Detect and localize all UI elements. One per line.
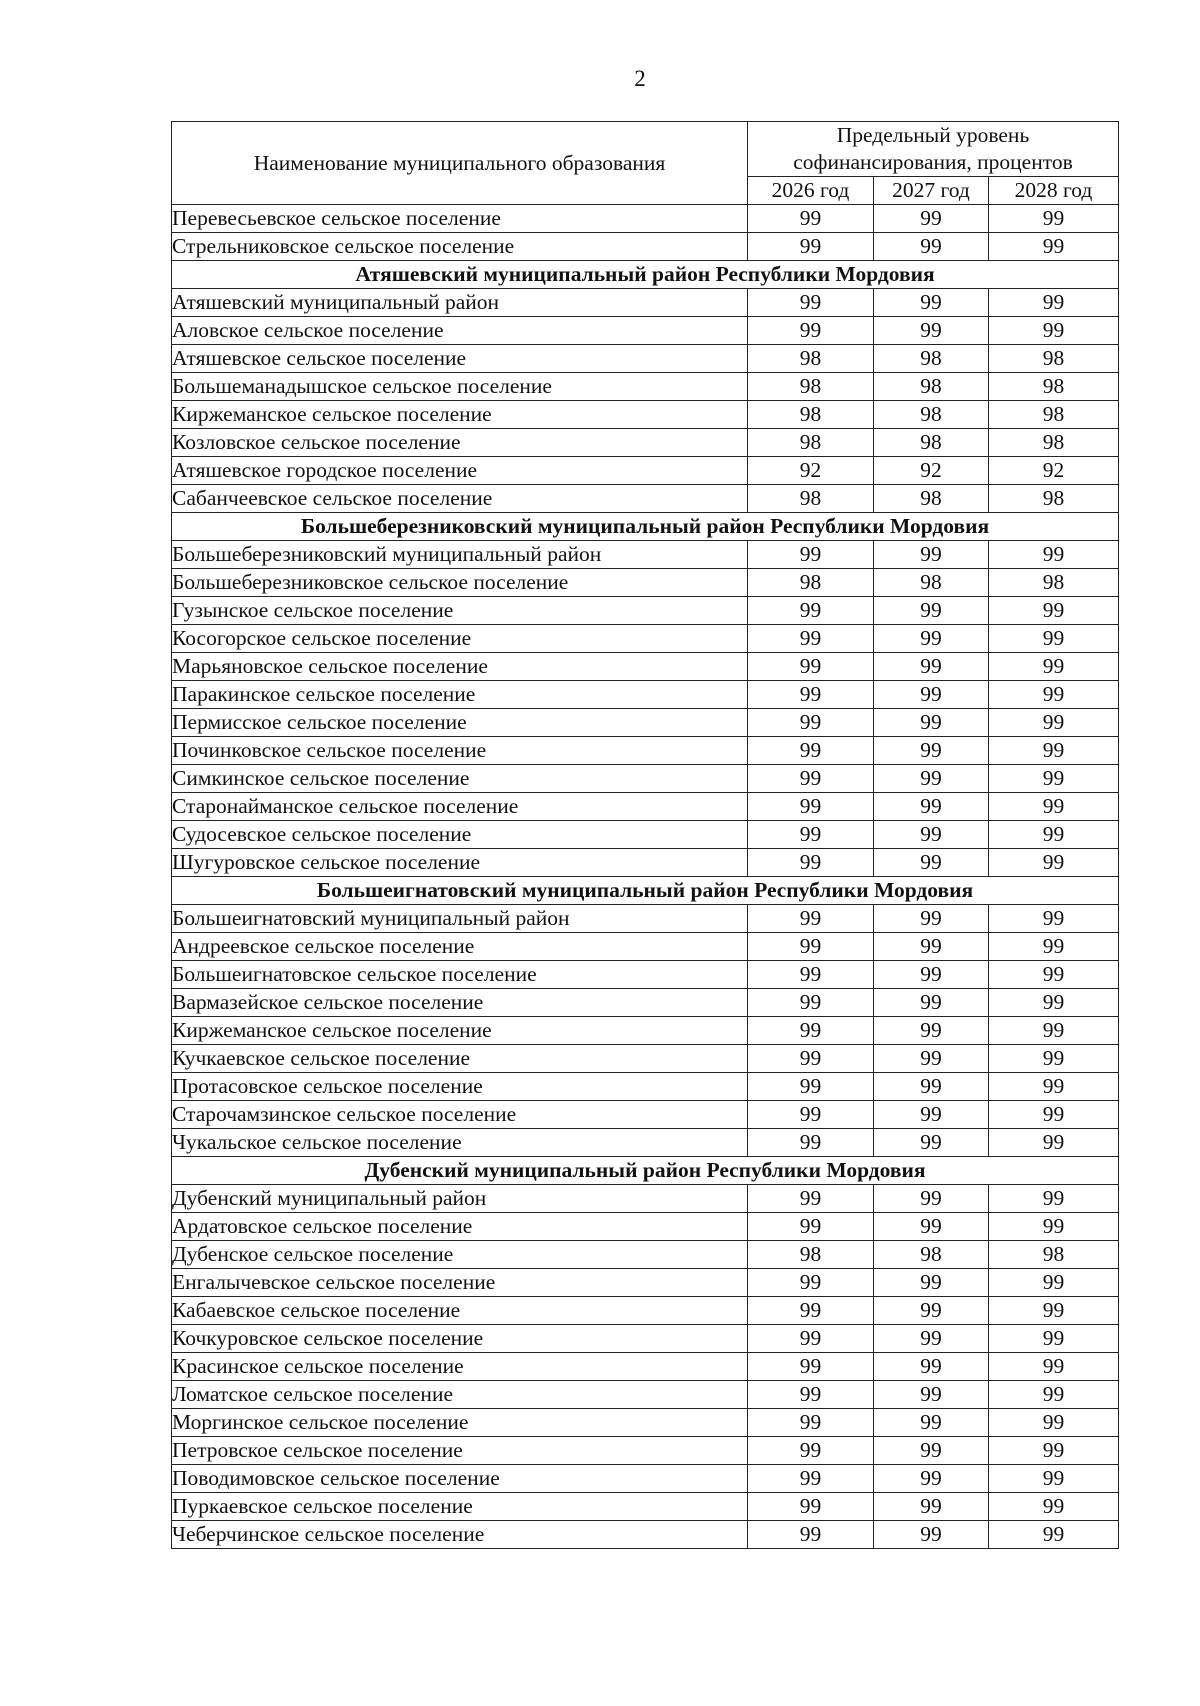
municipality-name: Перевесьевское сельское поселение	[172, 205, 748, 233]
value-2026: 99	[748, 793, 874, 821]
value-2026: 99	[748, 765, 874, 793]
value-2028: 99	[989, 1437, 1119, 1465]
table-row	[172, 597, 1119, 625]
table-row	[172, 709, 1119, 737]
value-2027: 99	[874, 1129, 989, 1157]
table-row	[172, 1493, 1119, 1521]
table-row	[172, 429, 1119, 457]
value-2028: 99	[989, 737, 1119, 765]
table-row	[172, 933, 1119, 961]
table-row	[172, 1409, 1119, 1437]
table-row	[172, 1185, 1119, 1213]
value-2027: 99	[874, 597, 989, 625]
value-2027: 99	[874, 1465, 989, 1493]
value-2026: 99	[748, 1297, 874, 1325]
value-2026: 99	[748, 709, 874, 737]
municipality-name: Киржеманское сельское поселение	[172, 401, 748, 429]
value-2026: 99	[748, 849, 874, 877]
value-2027: 99	[874, 1521, 989, 1549]
municipality-name: Аловское сельское поселение	[172, 317, 748, 345]
value-2028: 99	[989, 541, 1119, 569]
value-2028: 98	[989, 1241, 1119, 1269]
table-body	[172, 205, 1119, 1549]
header-year-2028: 2028 год	[989, 177, 1119, 205]
table-row	[172, 1129, 1119, 1157]
header-level-column: Предельный уровень софинансирования, процентов	[748, 122, 1119, 177]
table-row	[172, 1465, 1119, 1493]
value-2027: 99	[874, 905, 989, 933]
municipality-name: Атяшевский муниципальный район	[172, 289, 748, 317]
value-2026: 99	[748, 317, 874, 345]
cofinancing-table	[171, 121, 1119, 1549]
value-2028: 99	[989, 709, 1119, 737]
municipality-name: Ардатовское сельское поселение	[172, 1213, 748, 1241]
value-2027: 99	[874, 625, 989, 653]
value-2028: 99	[989, 989, 1119, 1017]
municipality-name: Сабанчеевское сельское поселение	[172, 485, 748, 513]
table-row	[172, 1101, 1119, 1129]
value-2027: 99	[874, 1185, 989, 1213]
value-2026: 99	[748, 681, 874, 709]
value-2027: 98	[874, 569, 989, 597]
value-2027: 99	[874, 1045, 989, 1073]
municipality-name: Марьяновское сельское поселение	[172, 653, 748, 681]
table-row	[172, 1381, 1119, 1409]
municipality-name: Старонайманское сельское поселение	[172, 793, 748, 821]
value-2028: 99	[989, 1325, 1119, 1353]
value-2028: 98	[989, 373, 1119, 401]
table-row	[172, 485, 1119, 513]
value-2026: 99	[748, 205, 874, 233]
table-row	[172, 205, 1119, 233]
value-2026: 98	[748, 1241, 874, 1269]
value-2026: 98	[748, 569, 874, 597]
table-row	[172, 345, 1119, 373]
municipality-name: Красинское сельское поселение	[172, 1353, 748, 1381]
value-2027: 99	[874, 1381, 989, 1409]
value-2027: 99	[874, 1353, 989, 1381]
value-2027: 99	[874, 233, 989, 261]
value-2027: 99	[874, 737, 989, 765]
value-2027: 92	[874, 457, 989, 485]
value-2028: 99	[989, 905, 1119, 933]
table-row	[172, 681, 1119, 709]
value-2026: 99	[748, 1381, 874, 1409]
table-row	[172, 625, 1119, 653]
value-2028: 99	[989, 1521, 1119, 1549]
municipality-name: Большеберезниковское сельское поселение	[172, 569, 748, 597]
district-title: Большеигнатовский муниципальный район Республики Мордовия	[172, 877, 1119, 905]
table-row	[172, 1325, 1119, 1353]
table-row	[172, 1437, 1119, 1465]
value-2028: 99	[989, 1073, 1119, 1101]
table-header	[172, 122, 1119, 205]
page-number: 2	[634, 66, 646, 91]
value-2027: 98	[874, 429, 989, 457]
table-row	[172, 401, 1119, 429]
value-2028: 99	[989, 849, 1119, 877]
value-2026: 99	[748, 1409, 874, 1437]
table-row	[172, 793, 1119, 821]
table-row	[172, 289, 1119, 317]
table-row	[172, 1297, 1119, 1325]
value-2028: 99	[989, 1493, 1119, 1521]
value-2027: 99	[874, 793, 989, 821]
value-2026: 99	[748, 1073, 874, 1101]
table-row	[172, 1269, 1119, 1297]
value-2026: 99	[748, 1493, 874, 1521]
value-2026: 99	[748, 1213, 874, 1241]
value-2026: 99	[748, 1465, 874, 1493]
municipality-name: Дубенское сельское поселение	[172, 1241, 748, 1269]
value-2027: 99	[874, 1213, 989, 1241]
value-2027: 99	[874, 1017, 989, 1045]
municipality-name: Кабаевское сельское поселение	[172, 1297, 748, 1325]
value-2027: 99	[874, 653, 989, 681]
table-row	[172, 457, 1119, 485]
value-2028: 99	[989, 289, 1119, 317]
district-title: Дубенский муниципальный район Республики Мордовия	[172, 1157, 1119, 1185]
municipality-name: Чукальское сельское поселение	[172, 1129, 748, 1157]
district-header-row	[172, 1157, 1119, 1185]
value-2027: 99	[874, 821, 989, 849]
value-2027: 99	[874, 541, 989, 569]
district-header-row	[172, 261, 1119, 289]
municipality-name: Енгалычевское сельское поселение	[172, 1269, 748, 1297]
value-2026: 99	[748, 1353, 874, 1381]
value-2028: 99	[989, 205, 1119, 233]
header-year-2027: 2027 год	[874, 177, 989, 205]
value-2026: 99	[748, 1325, 874, 1353]
table-row	[172, 1073, 1119, 1101]
municipality-name: Моргинское сельское поселение	[172, 1409, 748, 1437]
value-2027: 99	[874, 1409, 989, 1437]
value-2027: 98	[874, 1241, 989, 1269]
value-2028: 99	[989, 1381, 1119, 1409]
value-2026: 99	[748, 653, 874, 681]
table-row	[172, 317, 1119, 345]
table-row	[172, 737, 1119, 765]
value-2028: 99	[989, 1017, 1119, 1045]
value-2028: 98	[989, 569, 1119, 597]
table-row	[172, 653, 1119, 681]
value-2028: 98	[989, 429, 1119, 457]
municipality-name: Атяшевское сельское поселение	[172, 345, 748, 373]
value-2027: 99	[874, 765, 989, 793]
table-row	[172, 849, 1119, 877]
value-2026: 92	[748, 457, 874, 485]
municipality-name: Вармазейское сельское поселение	[172, 989, 748, 1017]
header-name-column: Наименование муниципального образования	[172, 122, 748, 205]
value-2028: 99	[989, 765, 1119, 793]
municipality-name: Гузынское сельское поселение	[172, 597, 748, 625]
value-2028: 99	[989, 625, 1119, 653]
value-2027: 99	[874, 961, 989, 989]
municipality-name: Чеберчинское сельское поселение	[172, 1521, 748, 1549]
table-row	[172, 989, 1119, 1017]
municipality-name: Кочкуровское сельское поселение	[172, 1325, 748, 1353]
municipality-name: Большеберезниковский муниципальный район	[172, 541, 748, 569]
value-2028: 99	[989, 317, 1119, 345]
table-row	[172, 1353, 1119, 1381]
value-2027: 99	[874, 1073, 989, 1101]
value-2026: 99	[748, 541, 874, 569]
table-row	[172, 1521, 1119, 1549]
table-row	[172, 765, 1119, 793]
value-2026: 99	[748, 961, 874, 989]
value-2027: 98	[874, 485, 989, 513]
value-2026: 99	[748, 1521, 874, 1549]
value-2027: 99	[874, 1493, 989, 1521]
value-2026: 98	[748, 429, 874, 457]
municipality-name: Ломатское сельское поселение	[172, 1381, 748, 1409]
value-2026: 99	[748, 737, 874, 765]
value-2027: 99	[874, 709, 989, 737]
value-2026: 99	[748, 1045, 874, 1073]
municipality-name: Паракинское сельское поселение	[172, 681, 748, 709]
municipality-name: Косогорское сельское поселение	[172, 625, 748, 653]
municipality-name: Атяшевское городское поселение	[172, 457, 748, 485]
value-2028: 99	[989, 1045, 1119, 1073]
value-2028: 98	[989, 345, 1119, 373]
table-row	[172, 233, 1119, 261]
municipality-name: Пермисское сельское поселение	[172, 709, 748, 737]
value-2026: 99	[748, 1017, 874, 1045]
value-2026: 99	[748, 1269, 874, 1297]
municipality-name: Андреевское сельское поселение	[172, 933, 748, 961]
value-2026: 99	[748, 933, 874, 961]
municipality-name: Кучкаевское сельское поселение	[172, 1045, 748, 1073]
value-2028: 99	[989, 1269, 1119, 1297]
table-row	[172, 1213, 1119, 1241]
value-2028: 98	[989, 401, 1119, 429]
value-2026: 99	[748, 905, 874, 933]
value-2026: 98	[748, 401, 874, 429]
value-2026: 99	[748, 989, 874, 1017]
value-2028: 99	[989, 821, 1119, 849]
municipality-name: Починковское сельское поселение	[172, 737, 748, 765]
value-2028: 99	[989, 233, 1119, 261]
table-row	[172, 821, 1119, 849]
value-2028: 99	[989, 1297, 1119, 1325]
value-2026: 98	[748, 345, 874, 373]
value-2027: 99	[874, 1269, 989, 1297]
value-2027: 99	[874, 933, 989, 961]
value-2027: 99	[874, 1297, 989, 1325]
district-title: Атяшевский муниципальный район Республики Мордовия	[172, 261, 1119, 289]
value-2028: 92	[989, 457, 1119, 485]
value-2027: 99	[874, 1437, 989, 1465]
municipality-name: Большеигнатовское сельское поселение	[172, 961, 748, 989]
municipality-name: Козловское сельское поселение	[172, 429, 748, 457]
municipality-name: Поводимовское сельское поселение	[172, 1465, 748, 1493]
municipality-name: Пуркаевское сельское поселение	[172, 1493, 748, 1521]
value-2027: 98	[874, 373, 989, 401]
value-2026: 98	[748, 373, 874, 401]
value-2028: 99	[989, 597, 1119, 625]
municipality-name: Большеигнатовский муниципальный район	[172, 905, 748, 933]
value-2028: 99	[989, 1465, 1119, 1493]
value-2027: 99	[874, 1101, 989, 1129]
value-2027: 99	[874, 849, 989, 877]
table-row	[172, 905, 1119, 933]
value-2028: 99	[989, 1213, 1119, 1241]
value-2027: 99	[874, 289, 989, 317]
value-2027: 99	[874, 205, 989, 233]
municipality-name: Шугуровское сельское поселение	[172, 849, 748, 877]
municipality-name: Стрельниковское сельское поселение	[172, 233, 748, 261]
value-2026: 99	[748, 1101, 874, 1129]
value-2026: 99	[748, 1185, 874, 1213]
table-row	[172, 1045, 1119, 1073]
value-2027: 98	[874, 345, 989, 373]
value-2026: 98	[748, 485, 874, 513]
value-2028: 99	[989, 793, 1119, 821]
value-2028: 99	[989, 653, 1119, 681]
table-row	[172, 961, 1119, 989]
value-2026: 99	[748, 233, 874, 261]
municipality-name: Судосевское сельское поселение	[172, 821, 748, 849]
value-2026: 99	[748, 289, 874, 317]
table-row	[172, 541, 1119, 569]
value-2028: 99	[989, 681, 1119, 709]
value-2028: 98	[989, 485, 1119, 513]
value-2026: 99	[748, 1437, 874, 1465]
table-row	[172, 373, 1119, 401]
value-2026: 99	[748, 597, 874, 625]
header-year-2026: 2026 год	[748, 177, 874, 205]
value-2028: 99	[989, 1353, 1119, 1381]
district-header-row	[172, 513, 1119, 541]
municipality-name: Большеманадышское сельское поселение	[172, 373, 748, 401]
value-2027: 99	[874, 989, 989, 1017]
municipality-name: Симкинское сельское поселение	[172, 765, 748, 793]
table-row	[172, 1017, 1119, 1045]
value-2026: 99	[748, 821, 874, 849]
district-header-row	[172, 877, 1119, 905]
value-2028: 99	[989, 1409, 1119, 1437]
value-2027: 98	[874, 401, 989, 429]
value-2027: 99	[874, 317, 989, 345]
value-2028: 99	[989, 1101, 1119, 1129]
municipality-name: Старочамзинское сельское поселение	[172, 1101, 748, 1129]
value-2028: 99	[989, 1185, 1119, 1213]
municipality-name: Дубенский муниципальный район	[172, 1185, 748, 1213]
value-2027: 99	[874, 681, 989, 709]
value-2028: 99	[989, 961, 1119, 989]
district-title: Большеберезниковский муниципальный район Республики Мордовия	[172, 513, 1119, 541]
value-2026: 99	[748, 1129, 874, 1157]
municipality-name: Протасовское сельское поселение	[172, 1073, 748, 1101]
table-row	[172, 569, 1119, 597]
value-2027: 99	[874, 1325, 989, 1353]
table-row	[172, 1241, 1119, 1269]
value-2026: 99	[748, 625, 874, 653]
value-2028: 99	[989, 1129, 1119, 1157]
municipality-name: Киржеманское сельское поселение	[172, 1017, 748, 1045]
value-2028: 99	[989, 933, 1119, 961]
municipality-name: Петровское сельское поселение	[172, 1437, 748, 1465]
